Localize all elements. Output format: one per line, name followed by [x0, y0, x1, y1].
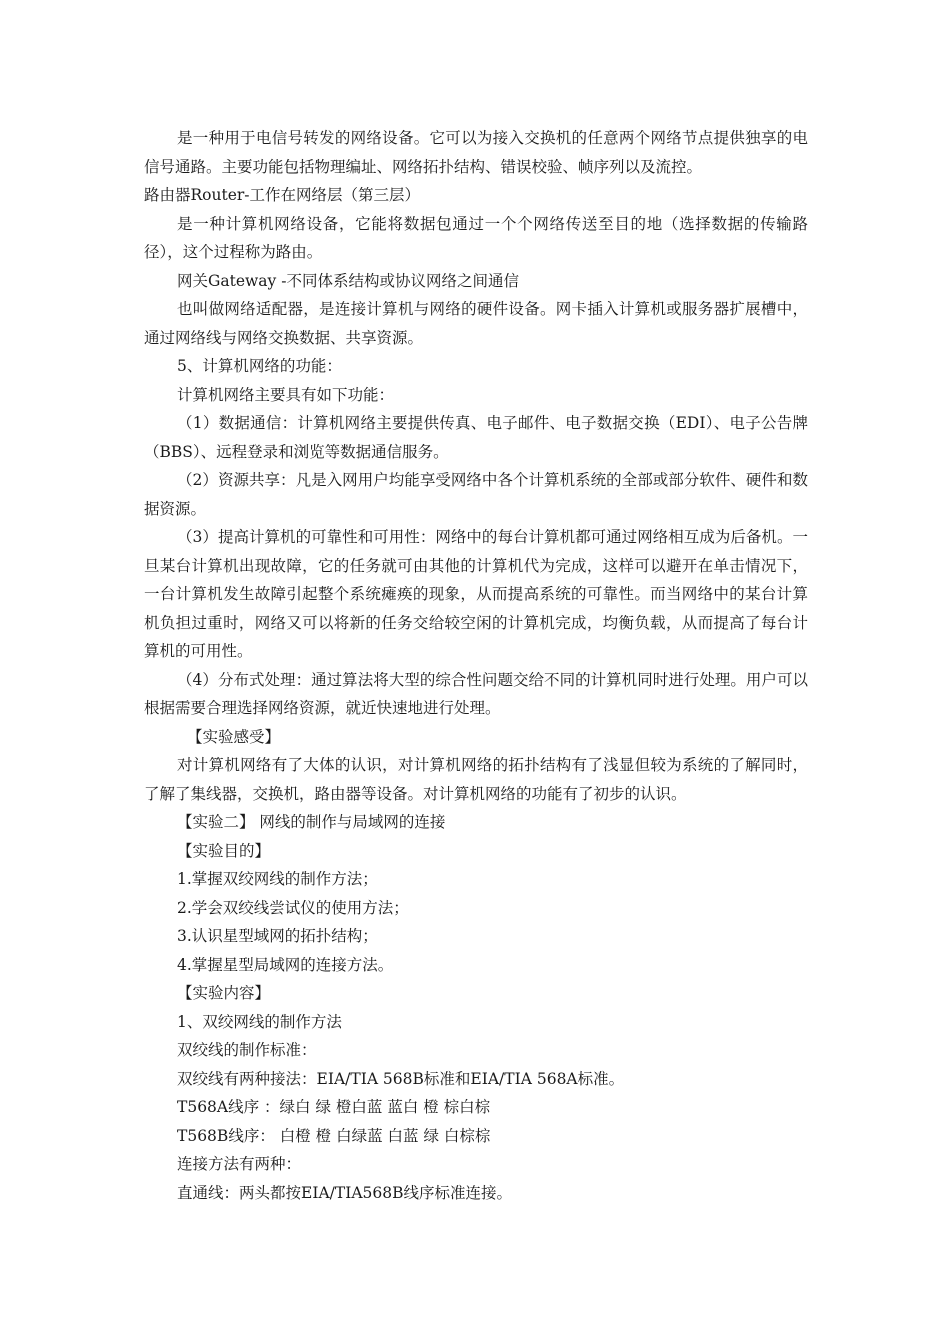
list-item-data-communication: （1）数据通信：计算机网络主要提供传真、电子邮件、电子数据交换（EDI）、电子公告牌（BBS）、远程登录和浏览等数据通信服务。	[144, 414, 808, 461]
paragraph-straight-through: 直通线：两头都按EIA/TIA568B线序标准连接。	[177, 1183, 512, 1202]
list-item-reliability: （3）提高计算机的可靠性和可用性：网络中的每台计算机都可通过网络相互成为后备机。一旦某台计算机出现故障，它的任务就可由其他的计算机代为完成，这样可以避开在单击情况下，一台计算机发生故障引起整个系统瘫痪的现象，从而提高系统的可靠性。而当网络中的某台计算机负担过重时，网络又可以将新的任务交给较空闲的计算机完成，均衡负载，从而提高了每台计算机的可用性。	[144, 528, 808, 660]
purpose-item-4: 4.掌握星型局域网的连接方法。	[177, 955, 394, 974]
section-heading-network-functions: 5、计算机网络的功能：	[177, 357, 342, 375]
list-item-resource-sharing: （2）资源共享：凡是入网用户均能享受网络中各个计算机系统的全部或部分软件、硬件和数据资源。	[144, 471, 808, 518]
paragraph-switch-description: 是一种用于电信号转发的网络设备。它可以为接入交换机的任意两个网络节点提供独享的电信号通路。主要功能包括物理编址、网络拓扑结构、错误校验、帧序列以及流控。	[144, 129, 808, 176]
document-body	[144, 124, 808, 1207]
paragraph-t568a-order: T568A线序 ：绿白 绿 橙白蓝 蓝白 橙 棕白棕	[177, 1098, 491, 1116]
section-heading-experiment-reflection: 【实验感受】	[187, 727, 281, 746]
list-item-distributed-processing: （4）分布式处理：通过算法将大型的综合性问题交给不同的计算机同时进行处理。用户可以根据需要合理选择网络资源，就近快速地进行处理。	[144, 670, 808, 717]
paragraph-router-heading: 路由器Router-工作在网络层（第三层）	[144, 186, 421, 204]
paragraph-nic-description: 也叫做网络适配器，是连接计算机与网络的硬件设备。网卡插入计算机或服务器扩展槽中，通过网络线与网络交换数据、共享资源。	[144, 300, 808, 347]
paragraph-t568b-order: T568B线序： 白橙 橙 白绿蓝 白蓝 绿 白棕棕	[177, 1126, 491, 1145]
section-heading-experiment-two: 【实验二】 网线的制作与局域网的连接	[177, 813, 446, 831]
paragraph-router-description: 是一种计算机网络设备，它能将数据包通过一个个网络传送至目的地（选择数据的传输路径），这个过程称为路由。	[144, 214, 808, 261]
paragraph-cable-standard-label: 双绞线的制作标准：	[177, 1041, 317, 1059]
purpose-item-3: 3.认识星型域网的拓扑结构；	[177, 927, 378, 945]
section-heading-experiment-content: 【实验内容】	[177, 984, 271, 1002]
paragraph-functions-intro: 计算机网络主要具有如下功能：	[177, 385, 395, 404]
paragraph-two-standards: 双绞线有两种接法：EIA/TIA 568B标准和EIA/TIA 568A标准。	[177, 1069, 625, 1088]
purpose-item-2: 2.学会双绞线尝试仪的使用方法；	[177, 898, 409, 917]
subheading-cable-making: 1、双绞网线的制作方法	[177, 1012, 342, 1031]
paragraph-gateway-heading: 网关Gateway -不同体系结构或协议网络之间通信	[177, 271, 519, 290]
purpose-item-1: 1.掌握双绞网线的制作方法；	[177, 870, 378, 888]
paragraph-connection-methods: 连接方法有两种：	[177, 1155, 302, 1173]
paragraph-reflection: 对计算机网络有了大体的认识，对计算机网络的拓扑结构有了浅显但较为系统的了解同时，了解了集线器，交换机，路由器等设备。对计算机网络的功能有了初步的认识。	[144, 756, 808, 803]
section-heading-experiment-purpose: 【实验目的】	[177, 841, 271, 860]
